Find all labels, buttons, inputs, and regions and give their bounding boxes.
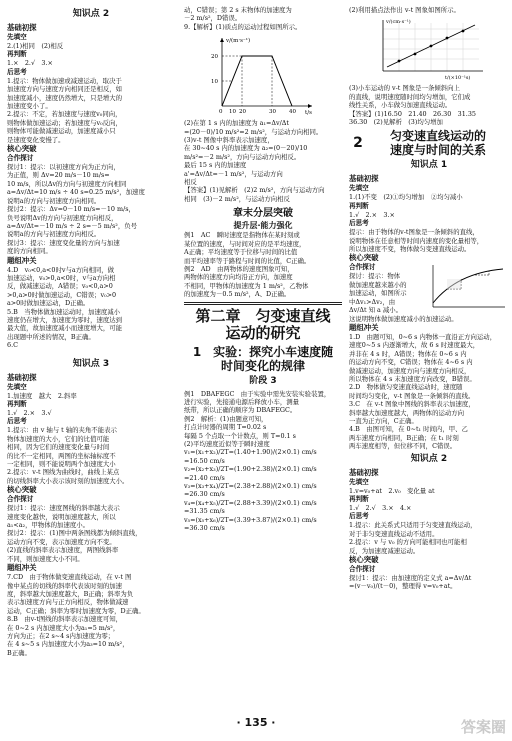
text-line: 度，斜率越大加速度越大，B正确；斜率为负 [7, 589, 134, 598]
y-tick-label: 10 [211, 79, 218, 86]
discussion-block [349, 263, 509, 314]
text-line: 的运动方向不变，C错误；物体在 4~6 s 内 [349, 358, 473, 367]
text-line: (3)小车运动的 v-t 图象是一条倾斜向上 [349, 84, 460, 93]
text-line: 两物体的速度方向均沿正方向，加速度 [184, 273, 293, 282]
section-number: 2 [353, 135, 363, 152]
text-line: 2.提示：不定，若加速度与速度v₀同向， [7, 110, 122, 119]
text-line: 2.(1)相同 (2)相反 [7, 42, 64, 50]
text-line: －2 m/s²，D错误。 [184, 14, 242, 23]
text-line: 表示加速度方向与正方向相反，物体做减速 [7, 598, 129, 607]
text-line: >0,a>0时做加速运动，C错误；v₀>0 [7, 290, 117, 299]
text-line: 探讨1：提示：以初速度方向为正方向， [7, 163, 120, 172]
fill-heading: 先填空 [7, 33, 27, 41]
fill-heading: 先填空 [349, 184, 369, 193]
chapter-rule [184, 302, 342, 305]
think-heading: 后思考 [349, 219, 369, 228]
text-line: 时间均匀变化，v-t 图象是一条倾斜的直线。 [349, 391, 475, 400]
text-line: 1.D 由题可知，0~6 s 内物体一直沿正方向运动， [349, 332, 497, 341]
text-line: 说明物体在任意相等时间内速度的变化量相等， [349, 236, 484, 245]
text-line: 1.(1)不变 (2)①均匀增加 ②均匀减小 [349, 193, 463, 202]
text-line: 相同 (3)－2 m/s²，与运动方向相反 [184, 194, 290, 203]
drill-heading: 题组冲关 [7, 563, 37, 573]
kp3-title: 知识点 3 [72, 358, 110, 369]
calc-line: v₃=(x₃+x₄)/2T=(2.38+2.88)/(2×0.1) cm/s [184, 482, 317, 490]
text-line: 相同，因为它们的速度变化量与时间 [7, 443, 110, 452]
text-line: 探讨：提示：物体 [349, 272, 401, 281]
text-line: 说明a的方向与初速度方向相同。 [7, 196, 101, 205]
text-line: 2.提示：v 与 v₀ 的方向可能相同也可能相 [349, 538, 467, 547]
text-line: 3.C 在 v-t 图象中图线的斜率表示加速度， [349, 400, 475, 409]
text-line: 36.30 (2)见解析 (3)均匀增加 [349, 118, 443, 127]
velocity-time-graph [208, 34, 318, 116]
text-line: 动，C错误；第 2 s 末物体的加速度为 [184, 6, 292, 14]
text-line: 探讨2：提示：(1)图中两条图线都为倾斜直线， [7, 529, 142, 538]
watermark-logo: 答案圈 [460, 718, 506, 736]
text-line: 1.提示：此关系式只适用于匀变速直线运动， [349, 521, 477, 530]
core-heading: 核心突破 [349, 253, 379, 263]
text-line: 提示：由于物体的v-t图象是一条倾斜的直线， [349, 228, 479, 237]
text-line: 10 m/s，所以Δv的方向与初速度方向相同 [7, 179, 127, 188]
kp2-title: 知识点 2 [72, 9, 110, 19]
text-line: 不同，则加速度大小不同。 [7, 554, 84, 563]
kp1-title: 知识点 1 [410, 160, 448, 171]
text-line: 的加速度为－0.5 m/s²，A、D正确。 [184, 290, 291, 299]
y-tick-label: 20 [211, 54, 218, 61]
text-line: 而平均速率等于路程与时间的比值，C正确。 [184, 256, 311, 265]
text-line: 出现题中所述的情况，B正确。 [7, 332, 95, 341]
text-line: 每隔 5 个点取一个计数点，则 T=0.1 s [184, 431, 296, 440]
text-line: 一定相同，则不能说明两个加速度大小 [7, 460, 116, 469]
section-title-line2: 速度与时间的关系 [389, 143, 486, 158]
column-right [349, 6, 509, 591]
section-title-line2: 时间变化的规律 [220, 358, 305, 373]
text-line: 物体加速度的大小，它们的比值可能 [7, 434, 110, 443]
text-line: 加速运动，如图所示 [349, 289, 407, 298]
text-line: 探讨3：提示：速度变化量的方向与加速 [7, 238, 120, 247]
text-line: 速度变化越快，说明加速度越大，所以 [7, 512, 116, 521]
text-line: 反，为加速度减速运动。 [349, 546, 420, 555]
text-line: 的直线，说明速度随时间均匀增加，它们成 [349, 92, 471, 101]
text-line: 在 30~40 s 内的加速度为 a₂=(0－20)/10 [184, 144, 308, 153]
text-line: 方向为正；在2 s~4 s内加速度为零； [7, 631, 115, 640]
text-line: 1.加速度 越大 2.斜率 [7, 391, 77, 400]
text-line: 的切线斜率大小表示该时刻的加速度大小。 [7, 476, 129, 485]
text-line: 速度仍在增大，加速度为零时，速度达到 [7, 315, 123, 324]
text-line: 所以加速度不变，物体做匀变速直线运动。 [349, 245, 471, 254]
text-line: B正确。 [7, 648, 31, 657]
tangent-diagram [427, 263, 507, 311]
text-line: 探讨2：提示：Δv=0－10 m/s=－10 m/s， [7, 205, 135, 214]
y-axis-label: v/(cm·s⁻¹) [386, 19, 411, 26]
text-line: 1.√ 2.√ 3.× 4.× [349, 504, 412, 512]
text-line: m/s²=－2 m/s²，方向与运动方向相反。 [184, 152, 301, 161]
calc-line: v₅=(x₅+x₆)/2T=(3.39+3.87)/(2×0.1) cm/s [184, 515, 317, 524]
text-line: 则物体可能做减速运动，加速度减小只 [7, 127, 116, 136]
text-line: 【答案】(1)见解析 (2)2 m/s²，方向与运动方向 [184, 186, 325, 195]
text-line: (2)在第 1 s 内的加速度为 a₁=Δv/Δt [184, 119, 289, 128]
text-line: 的比不一定相同，两图的坐标轴标度不 [7, 451, 116, 460]
fill-heading: 先填空 [349, 477, 369, 486]
text-line: a=Δv/Δt=－10 m/s ÷ 2 s=－5 m/s²，负号 [7, 221, 137, 230]
basic-heading: 基础初探 [7, 23, 37, 32]
text-line: 是速度变化变慢了。 [7, 135, 65, 144]
text-line: 4.D v₀<0,a<0时v与a方向相同，做 [7, 265, 115, 274]
section-title: 匀变速直线运动的 [389, 129, 486, 144]
x-axis-label: t/s [305, 110, 312, 117]
text-line: 所以物体在 4 s 末加速度方向改变，B错误。 [349, 374, 476, 383]
calc-line: =36.30 cm/s [184, 524, 225, 533]
text-line: 不相同，甲物体的加速度为 1 m/s²，乙物体 [184, 281, 309, 290]
text-line: 运动，C正确；斜率为零时加速度为零，D正确。 [7, 606, 145, 615]
text-line: (3)v-t 图像中斜率表示加速度， [184, 136, 274, 145]
core-heading: 核心突破 [7, 485, 37, 495]
text-line: 1.× 2.√ 3.× [7, 59, 53, 68]
text-line: 8.B 由v-t图线的斜率表示加速度可知， [7, 615, 122, 624]
discuss-heading: 合作探讨 [7, 154, 34, 163]
text-line: 1.提示：由 v 轴与 t 轴的夹角不能表示 [7, 426, 117, 435]
text-line: 2.提示：v-t 图线为曲线时，曲线上某点 [7, 468, 120, 477]
calc-line: v₄=(x₄+x₅)/2T=(2.88+3.39)/(2×0.1) cm/s [184, 498, 317, 507]
text-line: 像中某点的切线的斜率代表该时刻的加速 [7, 581, 123, 590]
basic-heading: 基础初探 [349, 174, 379, 184]
text-line: A正确；平均速度等于位移与时间的比值 [184, 248, 298, 257]
text-line: 某位置的速度，与时间对应的是平均速度， [184, 239, 306, 248]
judge-heading: 再判断 [349, 495, 369, 503]
calc-line: =31.35 cm/s [184, 507, 225, 516]
text-line: (2)平均速度近似等于瞬时速度 [184, 439, 270, 448]
text-line: 这说明物体做加速度减小的加速运动。 [349, 314, 458, 323]
think-heading: 后思考 [7, 417, 27, 426]
judge-heading: 再判断 [7, 50, 27, 59]
core-heading: 核心突破 [349, 555, 379, 565]
text-line: a>0时做加速运动，D正确。 [7, 299, 90, 308]
text-line: 相反 [184, 178, 197, 187]
fill-heading: 先填空 [7, 382, 27, 391]
chapter-title: 第二章 匀变速直线 [195, 306, 331, 325]
text-line: 纸带，所以正确的顺序为 DBAFEGC。 [184, 406, 297, 415]
x-tick-label: 40 [289, 109, 296, 116]
discuss-heading: 合作探讨 [349, 565, 376, 574]
discussion-text [349, 263, 427, 314]
column-middle [184, 6, 342, 532]
judge-heading: 再判断 [349, 201, 369, 210]
text-line: 加速度减小，速度仍然增大，只是增大的 [7, 93, 123, 102]
text-line: a=Δv/Δt=10 m/s ÷ 40 s=0.25 m/s²，加速度 [7, 188, 145, 197]
text-line: a'=Δv/Δt=－1 m/s²，与运动方向 [184, 169, 283, 178]
text-line: 对于非匀变速直线运动不适用。 [349, 529, 439, 538]
chapter-title-line2: 运动的研究 [225, 323, 301, 342]
section-title: 1 实验：探究小车速度随 [192, 344, 334, 359]
text-line: 运动方向不变，表示加速度方向不变。 [7, 537, 116, 546]
kp2-title: 知识点 2 [410, 453, 448, 464]
section2-title-wrap [367, 129, 509, 157]
text-line: (2)利用描点法作出 v-t 图象如图所示。 [349, 6, 460, 14]
core-heading: 核心突破 [7, 144, 37, 154]
text-line: 负号说明Δv的方向与初速度方向相反， [7, 213, 118, 222]
drill-heading: 题组冲关 [7, 255, 37, 265]
text-line: 探讨1：提示：由加速度的定义式 a=Δv/Δt [349, 574, 472, 583]
text-line: 中Δv₁>Δv₂，由 [349, 297, 396, 306]
text-line: 反，做减速运动，A错误；v₀<0,a>0 [7, 282, 113, 291]
text-line: 例1 DBAFEGC 由于实验中需先安装实验装置， [184, 389, 331, 398]
x-tick-label: 10 [229, 109, 236, 116]
x-tick-label: 20 [239, 109, 246, 116]
text-line: 例2 AD 由两物体的速度图象可知， [184, 264, 294, 273]
text-line: 度的方向相同。 [7, 247, 52, 256]
text-line: 例1 AC 瞬时速度是指物体在某时刻或 [184, 231, 300, 240]
review-title: 章末分层突破 [233, 208, 293, 220]
text-line: 进行实验，先接通电源后释放小车，测量 [184, 397, 300, 406]
calc-line: =26.30 cm/s [184, 490, 225, 499]
text-line: 在 0~2 s 内加速度大小为a₁=5 m/s²， [7, 623, 120, 632]
text-line: 6.C [7, 341, 18, 350]
text-line: 斜率越大加速度越大，两物体的运动方向 [349, 408, 465, 417]
x-axis-label: t/(×10⁻¹s) [445, 75, 471, 82]
text-line: 并非在 4 s 时，A错误；物体在 0~6 s 内 [349, 349, 467, 358]
text-line: 一直为正方向，C正确。 [349, 416, 418, 425]
text-line: 1.v=v₀+at 2.v₀ 变化量 at [349, 486, 435, 495]
text-line: 最大值，故加速度减小而速度增大，可能 [7, 324, 123, 333]
text-line: 4.B 由图可知，在 0~t₁ 时间内，甲、乙 [349, 425, 468, 434]
calc-line: v₂=(x₂+x₃)/2T=(1.90+2.38)/(2×0.1) cm/s [184, 465, 317, 474]
text-line: 7.CD 由于物体做变速直线运动，在 v-t 图 [7, 573, 132, 582]
text-line: (2)直线的斜率表示加速度，两图线斜率 [7, 546, 119, 555]
discuss-heading: 合作探讨 [7, 495, 34, 504]
text-line: 线性关系，小车做匀加速直线运动。 [349, 101, 452, 110]
review-subtitle: 提升层·能力强化 [233, 221, 293, 231]
section2-header [349, 129, 509, 157]
discuss-heading: 合作探讨 [349, 263, 376, 272]
stage-title: 阶段 3 [249, 375, 277, 386]
text-line: =(v－v₀)/(t－0)，整理得 v=v₀+at。 [349, 582, 457, 591]
text-line: 打点计时器的周期 T=0.02 s [184, 423, 267, 432]
text-line: 为正值，则 Δv=20 m/s－10 m/s= [7, 171, 110, 180]
text-line: 速度0~5 s 内逐渐增大，故 6 s 时速度最大， [349, 341, 480, 350]
text-line: 做减速运动，加速度方向与速度方向相反， [349, 366, 471, 375]
y-axis-label: v/(m·s⁻¹) [226, 38, 251, 45]
text-line: 9.【解析】(1)质点的运动过程如图所示。 [184, 22, 302, 31]
vt-scatter-graph [369, 17, 489, 81]
basic-heading: 基础初探 [7, 372, 37, 382]
text-line: Δv/Δt 知 a 减小。 [349, 306, 403, 315]
text-line: 5.B 当物体做加速运动时，加速度减小 [7, 307, 121, 316]
text-line: =(20－0)/10 m/s²=2 m/s²，与运动方向相同。 [184, 127, 323, 136]
judge-heading: 再判断 [7, 400, 27, 408]
text-line: 在 4 s~5 s 内加速度大小为a₃=10 m/s²， [7, 640, 129, 649]
think-heading: 后思考 [7, 67, 27, 76]
text-line: 两车速度相等，但位移不同，C错误。 [349, 442, 457, 451]
text-line: 1.提示：物体做加速或减速运动，取决于 [7, 76, 122, 85]
text-line: 1.√ 2.× 3.√ [7, 409, 52, 417]
text-line: a₁<a₂，甲物体的加速度小。 [7, 521, 90, 530]
text-line: 1.√ 2.× 3.× [349, 210, 395, 219]
calc-line: =21.40 cm/s [184, 473, 225, 482]
text-line: 加速运动，v₀>0,a<0时，v与a方向相 [7, 273, 116, 282]
text-line: 说明a的方向与初速度方向相反。 [7, 230, 101, 239]
calc-line: v₁=(x₁+x₂)/2T=(1.40+1.90)/(2×0.1) cm/s [184, 448, 317, 457]
text-line: 例2 解析：(1)由题意可知， [184, 414, 268, 423]
calc-line: =16.50 cm/s [184, 456, 225, 465]
x-tick-label: 0 [219, 109, 223, 116]
text-line: 做加速度越来越小的 [349, 280, 407, 289]
basic-heading: 基础初探 [349, 467, 379, 477]
column-left [7, 6, 175, 657]
text-line: 探讨1：提示：速度图线的斜率越大表示 [7, 504, 120, 513]
text-line: 则物体做加速运动；若加速度与v₀反向， [7, 118, 122, 127]
x-tick-label: 30 [269, 109, 276, 116]
text-line: 两车速度方向相同，B正确；在 t₁ 时刻 [349, 433, 459, 442]
text-line: 2.D 物体做匀变速直线运动时，速度随 [349, 383, 463, 392]
text-line: 【答案】(1)16.50 21.40 26.30 31.35 [349, 109, 476, 118]
drill-heading: 题组冲关 [349, 322, 379, 332]
text-line: 加速度方向与速度方向相同还是相反，如 [7, 85, 123, 94]
text-line: 加速度变小了。 [7, 102, 52, 111]
text-line: 最后 15 s 内的加速度 [184, 161, 247, 170]
think-heading: 后思考 [349, 512, 369, 521]
page-number: · 135 · [236, 716, 276, 729]
